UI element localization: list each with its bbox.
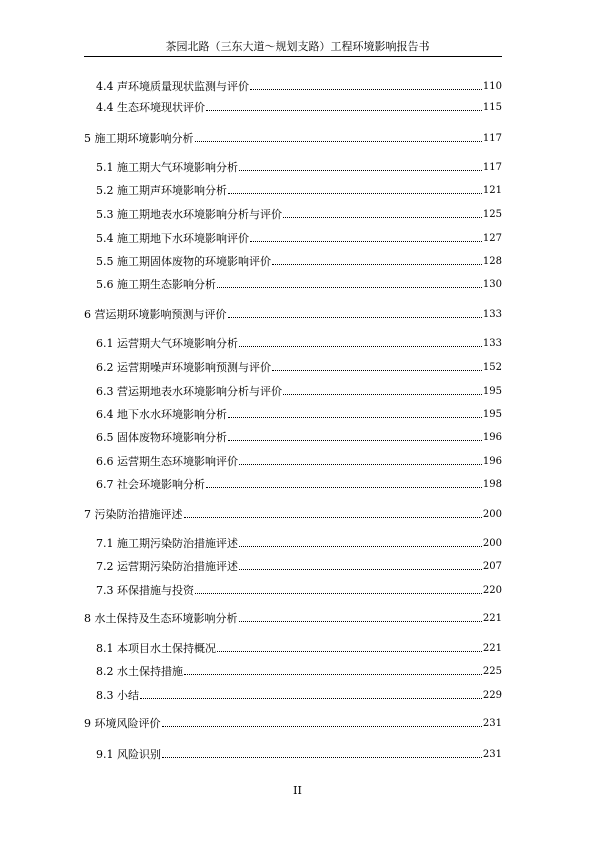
toc-entry[interactable]	[84, 307, 502, 321]
toc-entry[interactable]	[96, 583, 502, 597]
toc-dot-leader	[239, 346, 482, 347]
toc-entry-title: 6.4 地下水水环境影响分析	[96, 408, 227, 421]
toc-dot-leader	[184, 517, 482, 518]
header-rule	[84, 56, 502, 57]
toc-entry-title: 7 污染防治措施评述	[84, 508, 183, 521]
toc-dot-leader	[206, 487, 482, 488]
toc-dot-leader	[239, 170, 482, 171]
toc-entry-title: 4.4 声环境质量现状监测与评价	[96, 80, 249, 93]
toc-dot-leader	[195, 141, 482, 142]
toc-dot-leader	[250, 89, 482, 90]
toc-entry-title: 7.2 运营期污染防治措施评述	[96, 560, 238, 573]
toc-entry[interactable]	[96, 477, 502, 491]
toc-entry-page: 229	[482, 690, 502, 701]
toc-entry-title: 6.6 运营期生态环境影响评价	[96, 455, 238, 468]
toc-entry-title: 5.5 施工期固体废物的环境影响评价	[96, 255, 271, 268]
toc-entry-page: 196	[482, 432, 502, 443]
toc-entry-title: 6.5 固体废物环境影响分析	[96, 431, 227, 444]
toc-entry-title: 8.1 本项目水土保持概况	[96, 642, 216, 655]
toc-entry-title: 6.3 营运期地表水环境影响分析与评价	[96, 385, 282, 398]
toc-entry[interactable]	[96, 360, 502, 374]
toc-entry-title: 8 水土保持及生态环境影响分析	[84, 612, 238, 625]
toc-entry-title: 8.2 水土保持措施	[96, 665, 183, 678]
toc-entry-page: 225	[482, 666, 502, 677]
toc-entry-page: 231	[482, 718, 502, 729]
toc-entry[interactable]	[96, 207, 502, 221]
toc-entry-title: 5.6 施工期生态影响分析	[96, 278, 216, 291]
toc-dot-leader	[239, 464, 482, 465]
toc-dot-leader	[184, 674, 482, 675]
page-header: 茶园北路（三东大道～规划支路）工程环境影响报告书	[165, 40, 430, 53]
toc-entry[interactable]	[96, 454, 502, 468]
toc-dot-leader	[283, 217, 482, 218]
toc-entry[interactable]	[96, 160, 502, 174]
toc-entry-title: 5.3 施工期地表水环境影响分析与评价	[96, 208, 282, 221]
toc-entry-title: 6.7 社会环境影响分析	[96, 478, 205, 491]
toc-entry-title: 7.3 环保措施与投资	[96, 584, 194, 597]
page-number: II	[293, 784, 302, 797]
toc-entry-page: 117	[482, 162, 502, 173]
toc-entry[interactable]	[84, 716, 502, 730]
toc-entry-title: 8.3 小结	[96, 689, 139, 702]
toc-entry-page: 200	[482, 538, 502, 549]
toc-entry-page: 121	[482, 185, 502, 196]
toc-entry[interactable]	[96, 79, 502, 93]
toc-entry[interactable]	[96, 664, 502, 678]
toc-dot-leader	[195, 593, 482, 594]
toc-entry-page: 200	[482, 509, 502, 520]
toc-entry-title: 9.1 风险识别	[96, 748, 161, 761]
toc-entry-page: 221	[482, 643, 502, 654]
toc-entry[interactable]	[96, 100, 502, 114]
toc-entry-title: 4.4 生态环境现状评价	[96, 101, 205, 114]
toc-dot-leader	[162, 726, 482, 727]
toc-entry-title: 6 营运期环境影响预测与评价	[84, 308, 227, 321]
toc-dot-leader	[272, 370, 482, 371]
toc-entry[interactable]	[84, 131, 502, 145]
toc-entry-title: 6.2 运营期噪声环境影响预测与评价	[96, 361, 271, 374]
toc-dot-leader	[228, 440, 482, 441]
toc-entry-page: 110	[482, 81, 502, 92]
toc-dot-leader	[250, 241, 482, 242]
toc-entry[interactable]	[96, 183, 502, 197]
toc-entry-page: 127	[482, 233, 502, 244]
toc-entry-page: 133	[482, 338, 502, 349]
toc-dot-leader	[239, 546, 482, 547]
toc-entry[interactable]	[96, 254, 502, 268]
toc-dot-leader	[217, 287, 482, 288]
toc-dot-leader	[239, 621, 482, 622]
toc-dot-leader	[283, 394, 482, 395]
toc-entry-title: 9 环境风险评价	[84, 717, 161, 730]
toc-entry-page: 128	[482, 256, 502, 267]
toc-entry-page: 130	[482, 279, 502, 290]
toc-entry[interactable]	[84, 507, 502, 521]
toc-dot-leader	[239, 569, 482, 570]
toc-entry-page: 220	[482, 585, 502, 596]
toc-entry[interactable]	[96, 688, 502, 702]
toc-entry-title: 5.1 施工期大气环境影响分析	[96, 161, 238, 174]
toc-dot-leader	[272, 264, 482, 265]
toc-entry-page: 125	[482, 209, 502, 220]
toc-entry[interactable]	[96, 336, 502, 350]
toc-entry[interactable]	[96, 231, 502, 245]
toc-dot-leader	[228, 417, 482, 418]
toc-entry-page: 117	[482, 133, 502, 144]
toc-entry-title: 5 施工期环境影响分析	[84, 132, 194, 145]
toc-dot-leader	[228, 193, 482, 194]
toc-entry[interactable]	[96, 641, 502, 655]
toc-entry[interactable]	[96, 384, 502, 398]
toc-entry-page: 133	[482, 309, 502, 320]
toc-entry[interactable]	[96, 536, 502, 550]
toc-entry-page: 221	[482, 613, 502, 624]
toc-dot-leader	[217, 651, 482, 652]
toc-entry[interactable]	[96, 559, 502, 573]
toc-entry[interactable]	[96, 430, 502, 444]
toc-entry-page: 231	[482, 749, 502, 760]
toc-dot-leader	[162, 757, 482, 758]
toc-entry-page: 195	[482, 386, 502, 397]
toc-entry[interactable]	[96, 277, 502, 291]
toc-entry-page: 195	[482, 409, 502, 420]
toc-entry[interactable]	[84, 611, 502, 625]
toc-dot-leader	[140, 698, 482, 699]
toc-entry-title: 5.4 施工期地下水环境影响评价	[96, 232, 249, 245]
toc-dot-leader	[206, 110, 482, 111]
toc-entry-page: 115	[482, 102, 502, 113]
toc-entry[interactable]	[96, 407, 502, 421]
toc-entry[interactable]	[96, 747, 502, 761]
toc-entry-page: 196	[482, 456, 502, 467]
toc-entry-title: 6.1 运营期大气环境影响分析	[96, 337, 238, 350]
toc-dot-leader	[228, 317, 482, 318]
toc-entry-page: 207	[482, 561, 502, 572]
toc-entry-page: 152	[482, 362, 502, 373]
toc-entry-page: 198	[482, 479, 502, 490]
toc-entry-title: 5.2 施工期声环境影响分析	[96, 184, 227, 197]
toc-entry-title: 7.1 施工期污染防治措施评述	[96, 537, 238, 550]
